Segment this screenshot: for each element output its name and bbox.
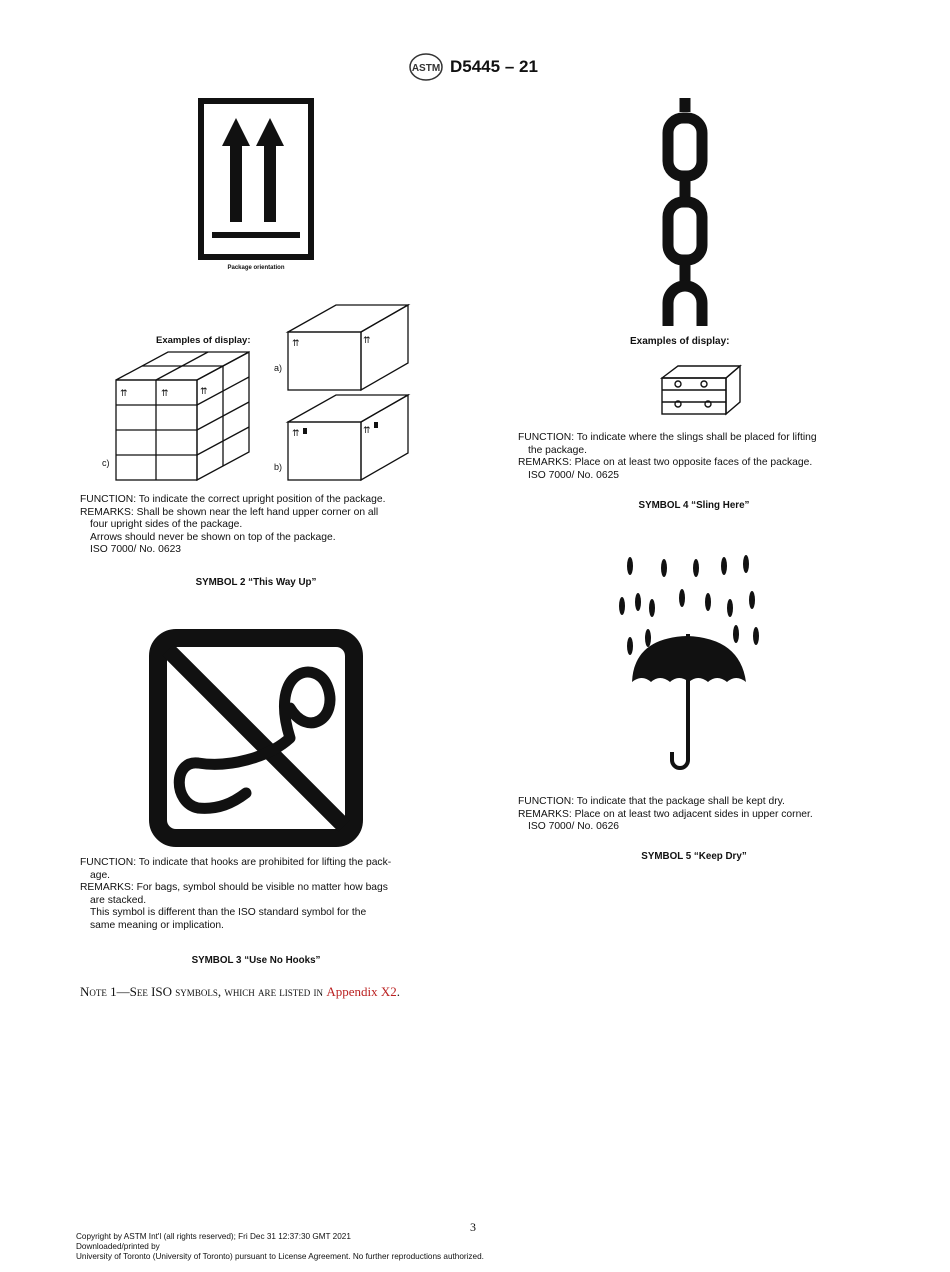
symbol5-title: SYMBOL 5 “Keep Dry” [641, 851, 747, 862]
remarks-text: same meaning or implication. [90, 919, 224, 931]
remarks-text: REMARKS: Place on at least two opposite faces of the package. [518, 457, 813, 469]
svg-text:⇈: ⇈ [161, 388, 169, 398]
appendix-x2-link[interactable]: Appendix X2 [326, 984, 397, 999]
svg-text:⇈: ⇈ [292, 338, 300, 348]
examples-label: Examples of display: [156, 335, 251, 346]
symbol4-title: SYMBOL 4 “Sling Here” [638, 500, 750, 511]
note-suffix: . [396, 984, 400, 999]
symbol5-description [518, 796, 888, 834]
note-text: Note 1—See ISO symbols, which are listed in [80, 984, 327, 999]
use-no-hooks-symbol [148, 628, 364, 848]
sling-example-figure [658, 360, 744, 418]
package-orientation-symbol [198, 98, 314, 260]
remarks-text: are stacked. [90, 894, 147, 906]
iso-reference: ISO 7000/ No. 0626 [528, 821, 620, 833]
symbol4-description [518, 432, 888, 482]
designation: D5445 – 21 [450, 57, 538, 76]
function-text: FUNCTION: To indicate that hooks are prohibited for lifting the pack- [80, 857, 392, 868]
remarks-text: four upright sides of the package. [90, 519, 243, 531]
iso-reference: ISO 7000/ No. 0625 [528, 469, 620, 481]
footer [76, 1232, 484, 1262]
function-text: FUNCTION: To indicate where the slings shall be placed for lifting [518, 432, 817, 443]
astm-logo-icon [408, 52, 444, 82]
label-c: c) [102, 458, 110, 468]
sling-here-chain-symbol [650, 98, 720, 328]
copyright-line: Copyright by ASTM Int'l (all rights reserved); Fri Dec 31 12:37:30 GMT 2021 [76, 1232, 351, 1241]
image-caption: Package orientation [227, 265, 285, 271]
svg-text:ASTM: ASTM [411, 63, 441, 74]
iso-reference: ISO 7000/ No. 0623 [90, 544, 182, 556]
symbol2-title: SYMBOL 2 “This Way Up” [195, 577, 317, 588]
symbol3-description [80, 857, 450, 933]
remarks-text: This symbol is different than the ISO standard symbol for the [90, 907, 367, 919]
label-b: b) [274, 462, 283, 472]
remarks-text: REMARKS: Place on at least two adjacent sides in upper corner. [518, 808, 813, 820]
svg-text:⇈: ⇈ [363, 335, 371, 345]
downloaded-line: Downloaded/printed by [76, 1242, 160, 1251]
function-text: FUNCTION: To indicate the correct upright position of the package. [80, 494, 386, 505]
svg-text:⇈: ⇈ [363, 425, 371, 435]
function-text: age. [90, 869, 111, 881]
remarks-text: Arrows should never be shown on top of the package. [90, 531, 336, 543]
remarks-text: REMARKS: For bags, symbol should be visible no matter how bags [80, 882, 388, 894]
label-a: a) [274, 363, 283, 373]
svg-text:⇈: ⇈ [120, 388, 128, 398]
license-line: University of Toronto (University of Toronto) pursuant to License Agreement. No further reproductions authorized. [76, 1252, 484, 1261]
this-way-up-examples-figure [90, 300, 430, 490]
function-text: the package. [528, 444, 587, 456]
symbol3-title: SYMBOL 3 “Use No Hooks” [191, 955, 321, 966]
note-1 [80, 984, 400, 1000]
remarks-text: REMARKS: Shall be shown near the left hand upper corner on all [80, 506, 379, 518]
page-number: 3 [470, 1220, 476, 1234]
keep-dry-umbrella-symbol [612, 550, 768, 778]
symbol2-description [80, 494, 450, 557]
svg-text:⇈: ⇈ [200, 386, 208, 396]
function-text: FUNCTION: To indicate that the package shall be kept dry. [518, 796, 785, 807]
page-header [408, 52, 538, 82]
svg-text:⇈: ⇈ [292, 428, 300, 438]
examples-label: Examples of display: [630, 336, 730, 347]
